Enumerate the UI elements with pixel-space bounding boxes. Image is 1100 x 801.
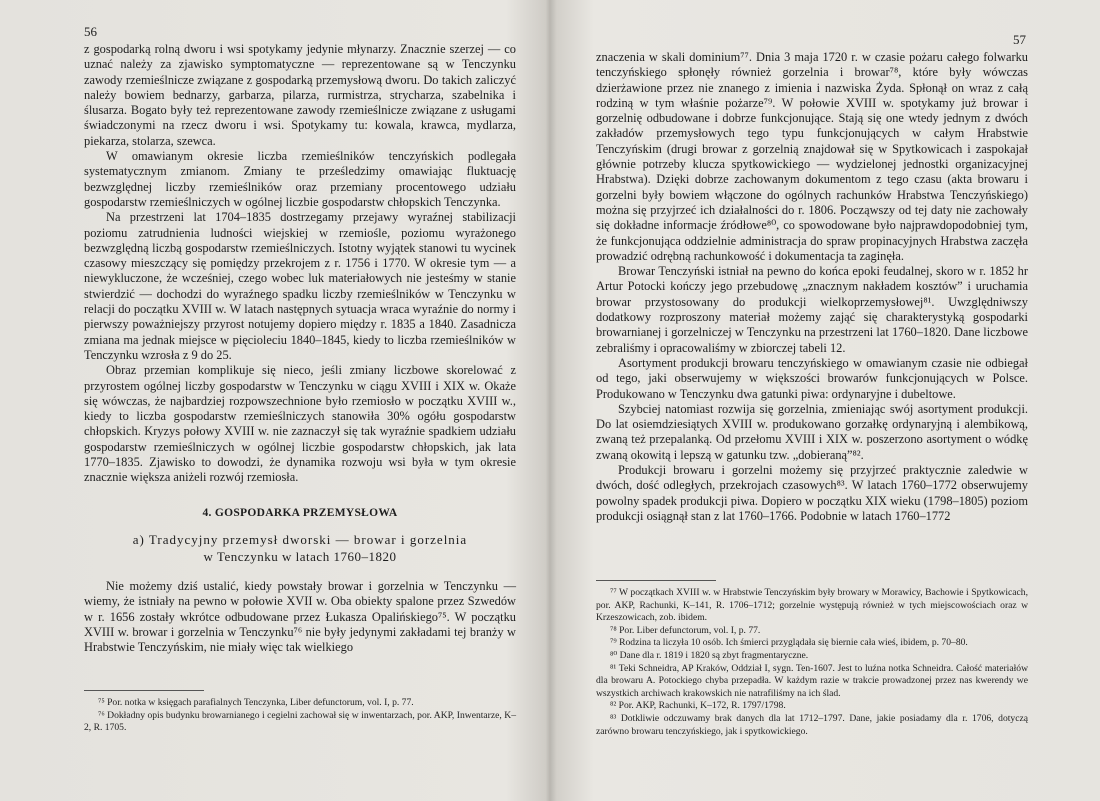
- left-page: [0, 0, 548, 801]
- subsection-heading-continued: w Tenczynku w latach 1760–1820: [203, 548, 397, 564]
- footnote-rule: [84, 690, 204, 691]
- footnote: ⁸² Por. AKP, Rachunki, K–172, R. 1797/1798.: [610, 700, 786, 712]
- page-number-right: 57: [1013, 32, 1026, 47]
- footnote: ⁷⁵ Por. notka w księgach parafialnych Tenczynka, Liber defunctorum, vol. I, p. 77.: [98, 697, 414, 708]
- footnote: ⁷⁹ Rodzina ta liczyła 10 osób. Ich śmierci przyglądała się biernie cała wieś, ibidem, p. 70–80.: [610, 637, 968, 649]
- paragraph: znaczenia w skali dominium⁷⁷. Dnia 3 maja 1720 r. w czasie pożaru całego folwarku tenczyńskiego spłonęły również gorzelnia i browar⁷⁸, które były wówczas dzierżawione przez nie znanego z imienia i nazwiska Żyda. Spłonął on wraz z całą rodziną w tym właśnie pożarze⁷⁹. W połowie XVIII w. spotykamy już browar i gorzelnię odbudowane i dobrze funkcjonujące. Stają się one wtedy jednym z dwóch zakładów przemysłowych tego typu funkcjonujących w całym Hrabstwie Tenczyńskim (drugi browar z gorzelnią znajdował się w Spytkowicach i zaspokajał głównie potrzeby klucza spytkowickiego — wydzielonej jednostki organizacyjnej Hrabstwa). Dzięki dobrze zachowanym dokumentom z tego czasu (akta browaru i gorzelni były bowiem włączone do ogólnych rachunków Hrabstwa Tenczyńskiego) można się przyjrzeć ich działalności do r. 1806. Począwszy od tej daty nie zachowały się dokładne informacje źródłowe⁸⁰, co spowodowane było najprawdopodobniej tym, że funkcjonująca oddzielnie administracja do spraw propinacyjnych Hrabstwa zaczęła prowadzić odrębną rachunkowość i dokumentacja ta zaginęła.: [596, 50, 1028, 263]
- paragraph: Browar Tenczyński istniał na pewno do końca epoki feudalnej, skoro w r. 1852 hr Artur Potocki kończy jego przebudowę „znacznym nakładem kosztów” i uruchamia browar przystosowany do produkcji wielkoprzemysłowej⁸¹. Uwzględniwszy dodatkowy rozproszony materiał możemy zająć się charakterystyką gospodarki browarnianej i gorzelniczej w Tenczynku na przestrzeni lat 1760–1820. Dane liczbowe zebraliśmy i opracowaliśmy w zbiorczej tabeli 12.: [596, 264, 1028, 355]
- paragraph: W omawianym okresie liczba rzemieślników tenczyńskich podlegała systematycznym zmianom. Zmiany te prześledzimy omawiając fluktuację bezwzględnej liczby rzemieślników oraz przemiany procentowego udziału gospodarstw rzemieślniczych w ogólnej liczbie gospodarstw chłopskich Tenczynka.: [84, 149, 516, 209]
- footnote: ⁷⁷ W początkach XVIII w. w Hrabstwie Tenczyńskim były browary w Morawicy, Bachowie i Spytkowicach, por. AKP, Rachunki, K–141, R. 1706–1712; gorzelnie występują również w tych miejscowościach oraz w Krzeszowicach, zob. ibidem.: [596, 587, 1028, 624]
- footnote: ⁸¹ Teki Schneidra, AP Kraków, Oddział I, sygn. Ten-1607. Jest to luźna notka Schneidra. Całość materiałów dla browaru A. Potockiego chyba przepadła. W każdym razie w trakcie prowadzonej przez nas kwerendy we wszystkich archiwach krakowskich nie natrafiliśmy na ich ślad.: [596, 662, 1028, 699]
- paragraph: Asortyment produkcji browaru tenczyńskiego w omawianym czasie nie odbiegał od tego, jaki obserwujemy w większości browarów funkcjonujących w Polsce. Produkowano w Tenczynku dwa gatunki piwa: ordynaryjne i dubeltowe.: [596, 355, 1028, 401]
- right-footnotes: [596, 580, 1028, 738]
- paragraph: Na przestrzeni lat 1704–1835 dostrzegamy przejawy wyraźnej stabilizacji poziomu zatrudnienia ludności wiejskiej w rzemiośle, poziomu wyrażonego bezwzględną liczbą gospodarstw rzemieślniczych. Istotny wyjątek stanowi tu wycinek czasowy mieszczący się pomiędzy przekrojem z r. 1756 i 1770. W okresie tym — a niewykluczone, że wcześniej, czego wobec luk materiałowych nie jesteśmy w stanie stwierdzić — dochodzi do wyraźnego spadku liczby rzemieślników w Tenczynku w relacji do początku XVIII w. W latach następnych sytuacja wraca wyraźnie do normy i pierwszy poważniejszy przyrost notujemy dopiero między r. 1835 a 1840. Zasadnicza zmiana ma jednak miejsce w pięcioleciu 1840–1845, kiedy to liczba rzemieślników w Tenczynku wzrosła z 9 do 25.: [84, 210, 516, 362]
- right-page-body: [596, 50, 1028, 524]
- page-number-left: 56: [84, 24, 97, 39]
- footnote-rule: [596, 580, 716, 581]
- paragraph: z gospodarką rolną dworu i wsi spotykamy jedynie młynarzy. Znacznie szerzej — co uznać należy za zjawisko symptomatyczne — reprezentowane są w Tenczynku zawody rzemieślnicze związane z gospodarką przemysłową dworu. Do takich zaliczyć należy bowiem bednarzy, garbarza, pilarza, rurmistrza, strycharza, szabelnika i ślusarza. Bogato były też reprezentowane zawody rzemieślnicze związane z usługami świadczonymi na rzecz dworu i wsi. Spotykamy tu: kowala, krawca, mydlarza, piekarza, stolarza, szewca.: [84, 42, 516, 148]
- footnote: ⁸³ Dotkliwie odczuwamy brak danych dla lat 1712–1797. Dane, jakie posiadamy dla r. 1706, dotyczą zarówno browaru tenczyńskiego, jak i spytkowickiego.: [596, 712, 1028, 737]
- subsection-heading: a) Tradycyjny przemysł dworski — browar i gorzelnia: [132, 531, 468, 547]
- footnote: ⁸⁰ Dane dla r. 1819 i 1820 są zbyt fragmentaryczne.: [610, 649, 809, 661]
- paragraph: Produkcji browaru i gorzelni możemy się przyjrzeć praktycznie zaledwie w dwóch, dość odległych, przekrojach czasowych⁸³. W latach 1760–1772 obserwujemy powolny spadek produkcji piwa. Dopiero w początku XIX wieku (1798–1805) poziom produkcji osiągnął stan z lat 1760–1766. Podobnie w latach 1760–1772: [596, 463, 1028, 523]
- paragraph: Obraz przemian komplikuje się nieco, jeśli zmiany liczbowe skorelować z przyrostem ogólnej liczby gospodarstw w Tenczynku w ciągu XVIII i XIX w. Okaże się wówczas, że najbardziej rozpowszechnione było rzemiosło w początku XVIII w., kiedy to liczba gospodarstw rzemieślniczych stanowiła 30% ogółu gospodarstw chłopskich. Kryzys połowy XVIII w. nie zaznaczył się tak wyraźnie spadkiem udziału gospodarstw rzemieślniczych w ogólnej liczbie gospodarstw chłopskich, jak lata 1770–1835. Zjawisko to dowodzi, że dynamika rozwoju wsi była w tym okresie znacznie większa aniżeli rozwój rzemiosła.: [84, 363, 516, 485]
- footnote: ⁷⁶ Dokładny opis budynku browarnianego i cegielni zachował się w inwentarzach, por. AKP, Inwentarze, K–2, R. 1705.: [84, 709, 516, 734]
- left-page-body: [84, 42, 516, 655]
- section-heading: 4. GOSPODARKA PRZEMYSŁOWA: [202, 506, 398, 519]
- left-footnotes: [84, 690, 516, 735]
- footnote: ⁷⁸ Por. Liber defunctorum, vol. I, p. 77.: [610, 624, 761, 636]
- right-page: [552, 0, 1100, 801]
- paragraph: Nie możemy dziś ustalić, kiedy powstały browar i gorzelnia w Tenczynku — wiemy, że istniały na pewno w połowie XVII w. Oba obiekty spalone przez Szwedów w r. 1656 zostały wkrótce odbudowane przez Łukasza Opalińskiego⁷⁵. W początku XVIII w. browar i gorzelnia w Tenczynku⁷⁶ nie były jedynymi zakładami tej branży w Hrabstwie Tenczyńskim, nie miały więc tak wielkiego: [84, 578, 516, 655]
- paragraph: Szybciej natomiast rozwija się gorzelnia, zmieniając swój asortyment produkcji. Do lat osiemdziesiątych XVIII w. produkowano gorzałkę ordynaryjną i alembikową, zwaną też przepalanką. Od przełomu XVIII i XIX w. poszerzono asortyment o wódkę zwaną okowitą i lepszą w gatunku tzw. „dobieraną”⁸².: [596, 401, 1028, 462]
